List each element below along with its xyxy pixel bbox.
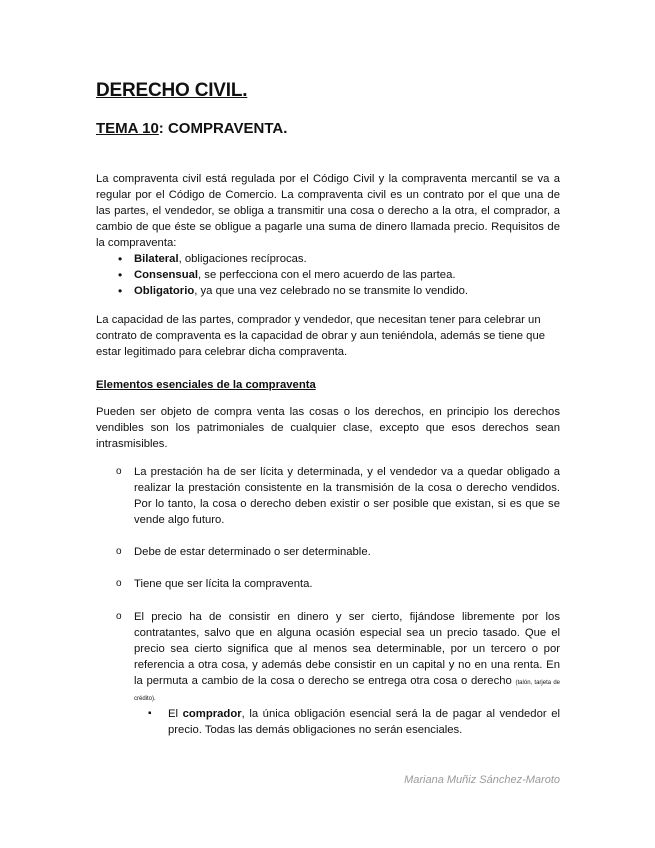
elementos-list <box>96 464 560 528</box>
elementos-list <box>96 544 560 560</box>
precio-text: El precio ha de consistir en dinero y ser cierto, fijándose libremente por los contratantes, salvo que en alguna ocasión especial sea un precio tasado. Que el precio sea cierto significa que al menos sea determinable, por un tercero o por referencia a otra cosa, y además debe consistir en un capital y no en una renta. En la permuta a cambio de la cosa o derecho se entrega otra cosa o derecho <box>134 611 560 687</box>
circle-bullet-icon: o <box>116 611 122 622</box>
requisitos-list <box>96 251 560 299</box>
list-item <box>96 576 560 592</box>
elementos-list <box>96 576 560 592</box>
requisito-text: , ya que una vez celebrado no se transmite lo vendido. <box>194 285 469 297</box>
list-item <box>96 544 560 560</box>
topic-title <box>96 120 287 137</box>
comprador-text: , la única obligación esencial será la de pagar al vendedor el precio. Todas las demás obligaciones no serán esenciales. <box>168 708 560 736</box>
elemento-text: Debe de estar determinado o ser determinable. <box>134 546 371 558</box>
comprador-list <box>96 706 560 738</box>
requisito-text: , se perfecciona con el mero acuerdo de las partea. <box>198 269 456 281</box>
elemento-text: Tiene que ser lícita la compraventa. <box>134 578 313 590</box>
circle-bullet-icon: o <box>116 578 122 589</box>
list-item <box>96 267 560 283</box>
document-title: DERECHO CIVIL. <box>96 80 248 101</box>
circle-bullet-icon: o <box>116 466 122 477</box>
section-heading: Elementos esenciales de la compraventa <box>96 379 316 391</box>
list-item <box>96 283 560 299</box>
comprador-term: comprador <box>182 708 242 720</box>
precio-list <box>96 609 560 705</box>
topic-number: TEMA 10 <box>96 120 159 137</box>
elemento-text: La prestación ha de ser lícita y determinada, y el vendedor va a quedar obligado a realizar la prestación consistente en la transmisión de la cosa o derecho vendidos. Por lo tanto, la cosa o derecho deben existir o ser posible que existan, si es que se vende algo futuro. <box>134 466 560 526</box>
objeto-paragraph: Pueden ser objeto de compra venta las cosas o los derechos, en principio los derechos vendibles son los patrimoniales de cualquier clase, excepto que esos derechos sean intrasmisibles. <box>96 406 560 450</box>
intro-paragraph: La compraventa civil está regulada por el Código Civil y la compraventa mercantil se va a regular por el Código de Comercio. La compraventa civil es un contrato por el que una de las partes, el vendedor, se obliga a transmitir una cosa o derecho a la otra, el comprador, a cambio de que éste se obligue a pagarle una suma de dinero llamada precio. Requisitos de la compraventa: <box>96 173 560 249</box>
list-item <box>96 609 560 705</box>
requisito-term: Consensual <box>134 269 199 281</box>
topic-name: COMPRAVENTA. <box>163 120 288 137</box>
list-item <box>96 251 560 267</box>
precio-note: (talón, tarjeta de crédito). <box>134 680 561 702</box>
requisito-term: Bilateral <box>134 253 179 265</box>
requisito-text: , obligaciones recíprocas. <box>178 253 307 265</box>
requisito-term: Obligatorio <box>134 285 195 297</box>
capacidad-paragraph: La capacidad de las partes, comprador y vendedor, que necesitan tener para celebrar un contrato de compraventa es la capacidad de obrar y aun teniéndola, además se tiene que estar legitimado para celebrar dicha compraventa. <box>96 314 546 358</box>
circle-bullet-icon: o <box>116 546 122 557</box>
page-footer-author: Mariana Muñiz Sánchez-Maroto <box>404 774 560 786</box>
comprador-pre: El <box>168 708 183 720</box>
list-item <box>96 706 560 738</box>
list-item <box>96 464 560 528</box>
topic-separator: : <box>158 120 164 137</box>
